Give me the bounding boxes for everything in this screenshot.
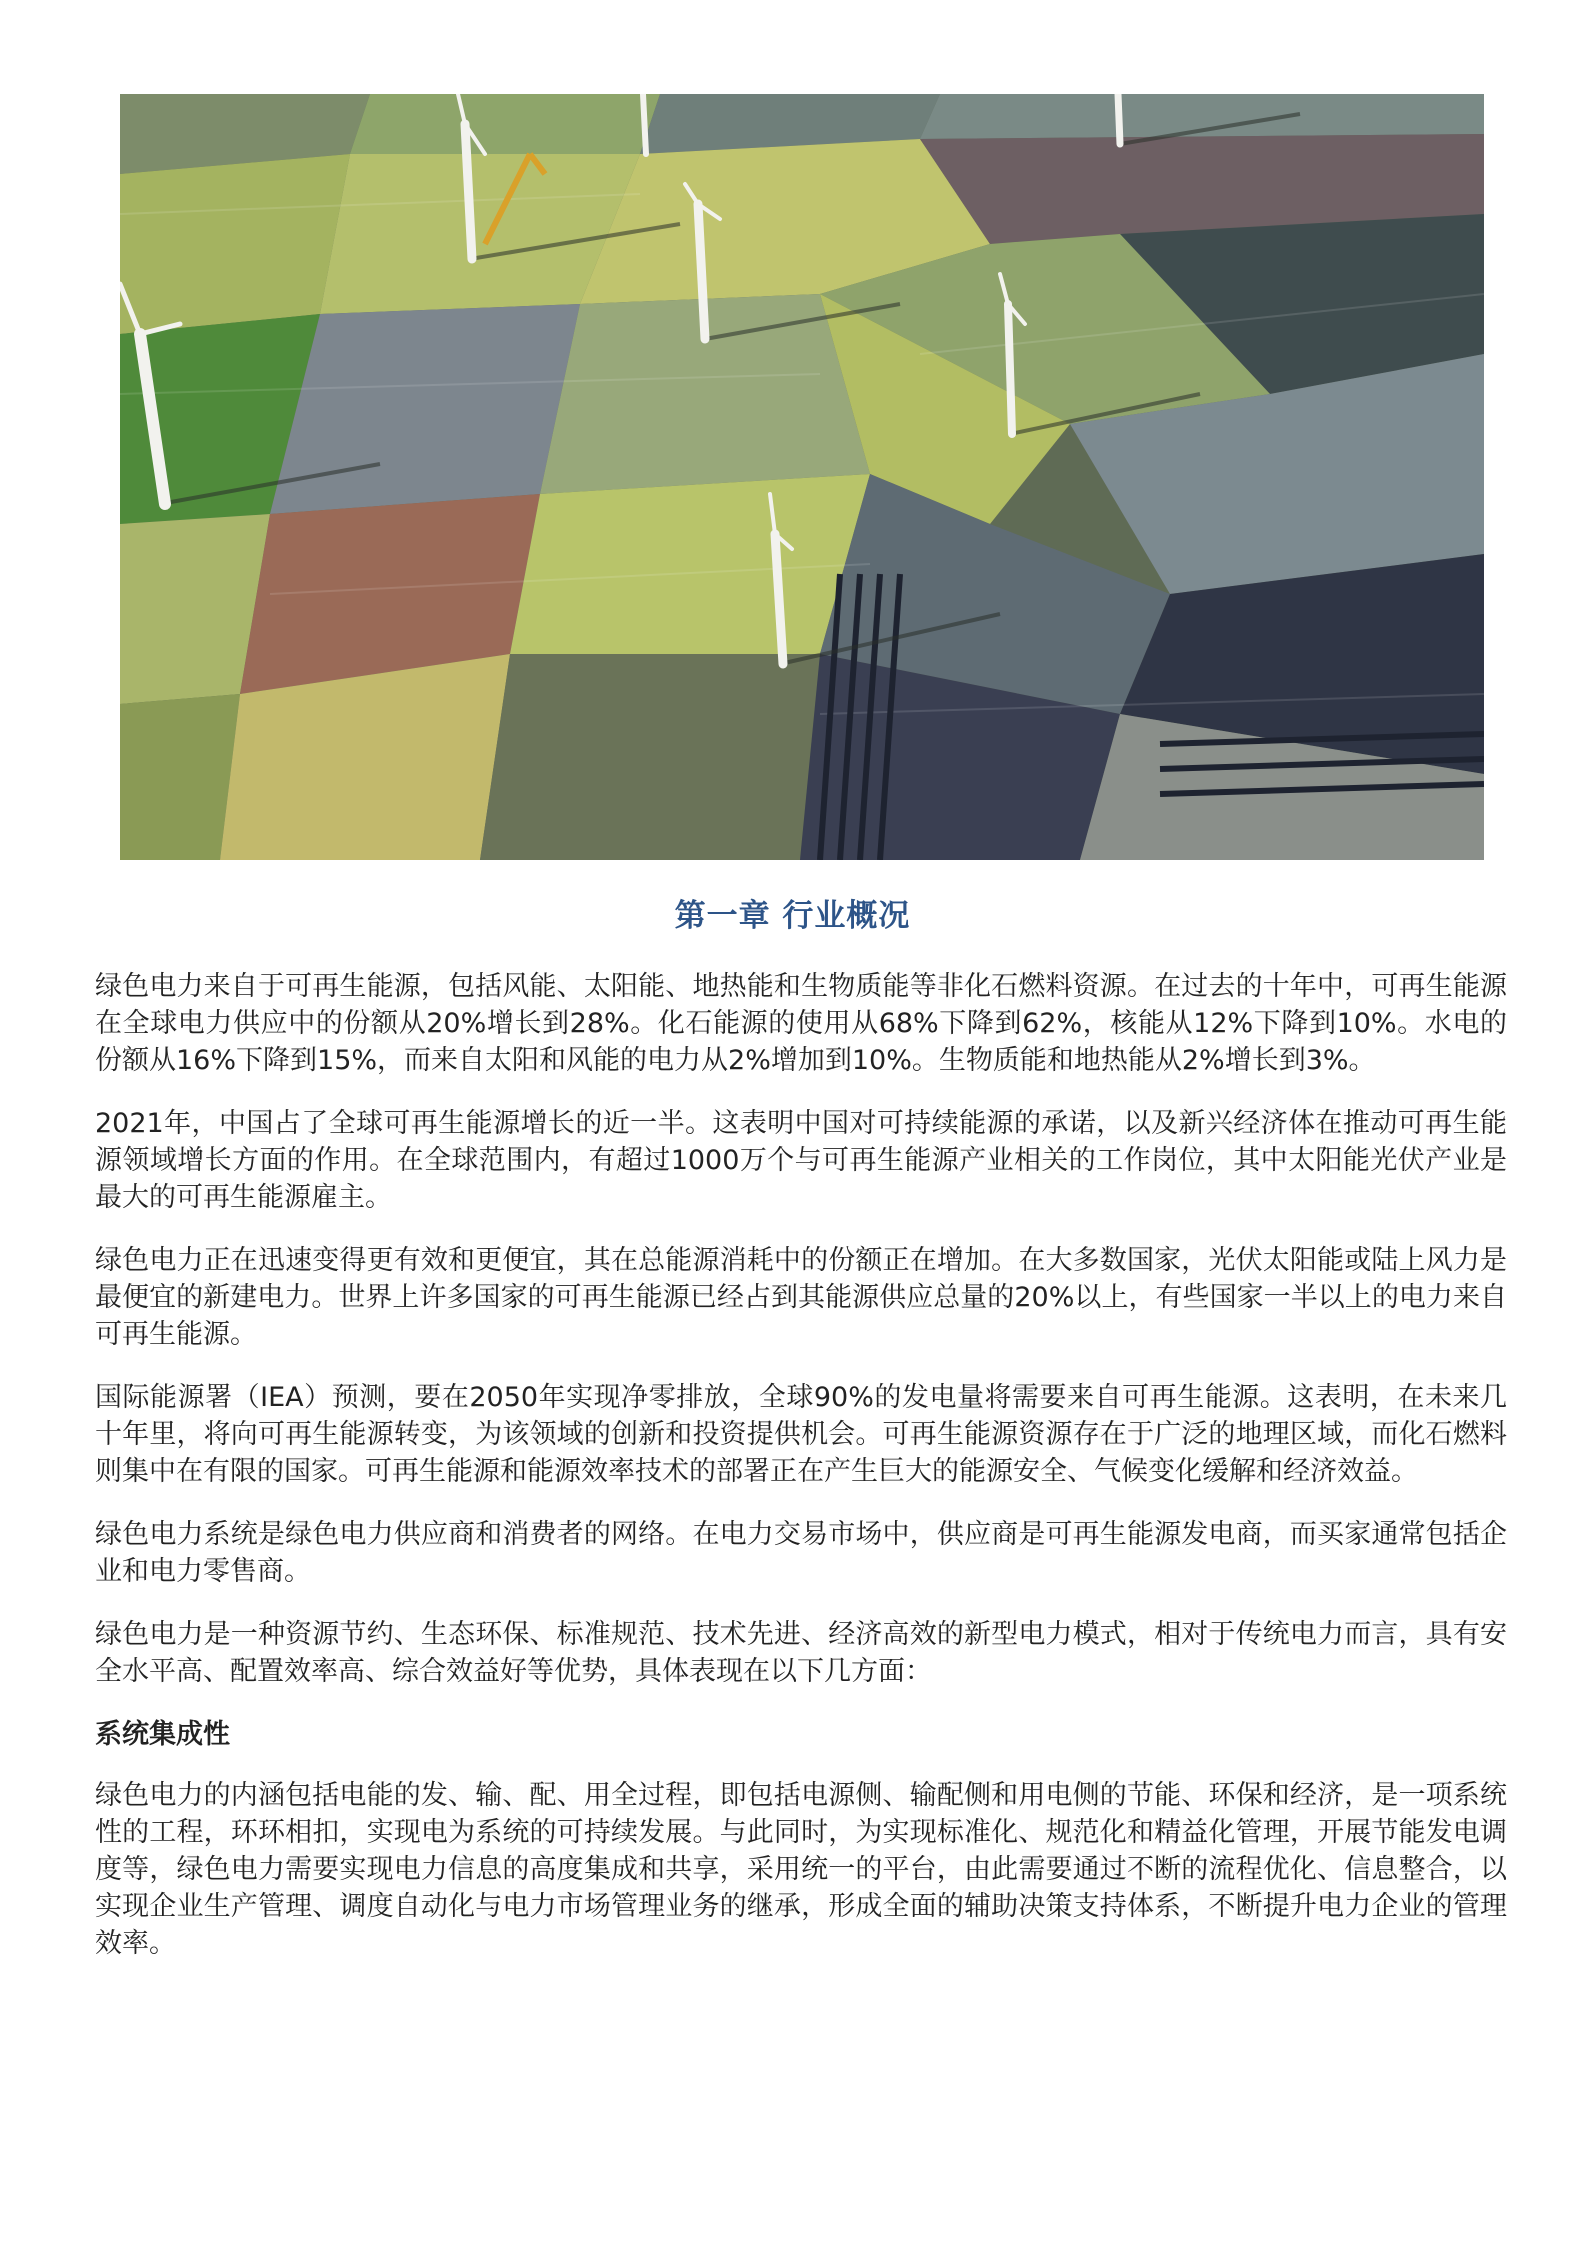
paragraph-3: 绿色电力正在迅速变得更有效和更便宜，其在总能源消耗中的份额正在增加。在大多数国家，光伏太阳能或陆上风力是最便宜的新建电力。世界上许多国家的可再生能源已经占到其能源供应总量的20%以上，有些国家一半以上的电力来自可再生能源。 [95, 1245, 1507, 1350]
chapter-content [95, 968, 1507, 1988]
paragraph-5: 绿色电力系统是绿色电力供应商和消费者的网络。在电力交易市场中，供应商是可再生能源发电商，而买家通常包括企业和电力零售商。 [95, 1519, 1507, 1587]
section-body: 绿色电力的内涵包括电能的发、输、配、用全过程，即包括电源侧、输配侧和用电侧的节能、环保和经济，是一项系统性的工程，环环相扣，实现电为系统的可持续发展。与此同时，为实现标准化、规范化和精益化管理，开展节能发电调度等，绿色电力需要实现电力信息的高度集成和共享，采用统一的平台，由此需要通过不断的流程优化、信息整合，以实现企业生产管理、调度自动化与电力市场管理业务的继承，形成全面的辅助决策支持体系，不断提升电力企业的管理效率。 [95, 1780, 1507, 1959]
paragraph-4: 国际能源署（IEA）预测，要在2050年实现净零排放，全球90%的发电量将需要来自可再生能源。这表明，在未来几十年里，将向可再生能源转变，为该领域的创新和投资提供机会。可再生能源资源存在于广泛的地理区域，而化石燃料则集中在有限的国家。可再生能源和能源效率技术的部署正在产生巨大的能源安全、气候变化缓解和经济效益。 [95, 1382, 1507, 1487]
paragraph-2: 2021年，中国占了全球可再生能源增长的近一半。这表明中国对可持续能源的承诺，以及新兴经济体在推动可再生能源领域增长方面的作用。在全球范围内，有超过1000万个与可再生能源产业相关的工作岗位，其中太阳能光伏产业是最大的可再生能源雇主。 [95, 1108, 1507, 1213]
paragraph-1: 绿色电力来自于可再生能源，包括风能、太阳能、地热能和生物质能等非化石燃料资源。在过去的十年中，可再生能源在全球电力供应中的份额从20%增长到28%。化石能源的使用从68%下降到62%，核能从12%下降到10%。水电的份额从16%下降到15%，而来自太阳和风能的电力从2%增加到10%。生物质能和地热能从2%增长到3%。 [95, 971, 1507, 1076]
hero-image [120, 94, 1484, 860]
chapter-title: 第一章 行业概况 [674, 898, 911, 934]
section-heading: 系统集成性 [95, 1719, 230, 1750]
paragraph-6: 绿色电力是一种资源节约、生态环保、标准规范、技术先进、经济高效的新型电力模式，相对于传统电力而言，具有安全水平高、配置效率高、综合效益好等优势，具体表现在以下几方面： [95, 1619, 1507, 1687]
aerial-wind-farm-fields-image [120, 94, 1484, 860]
